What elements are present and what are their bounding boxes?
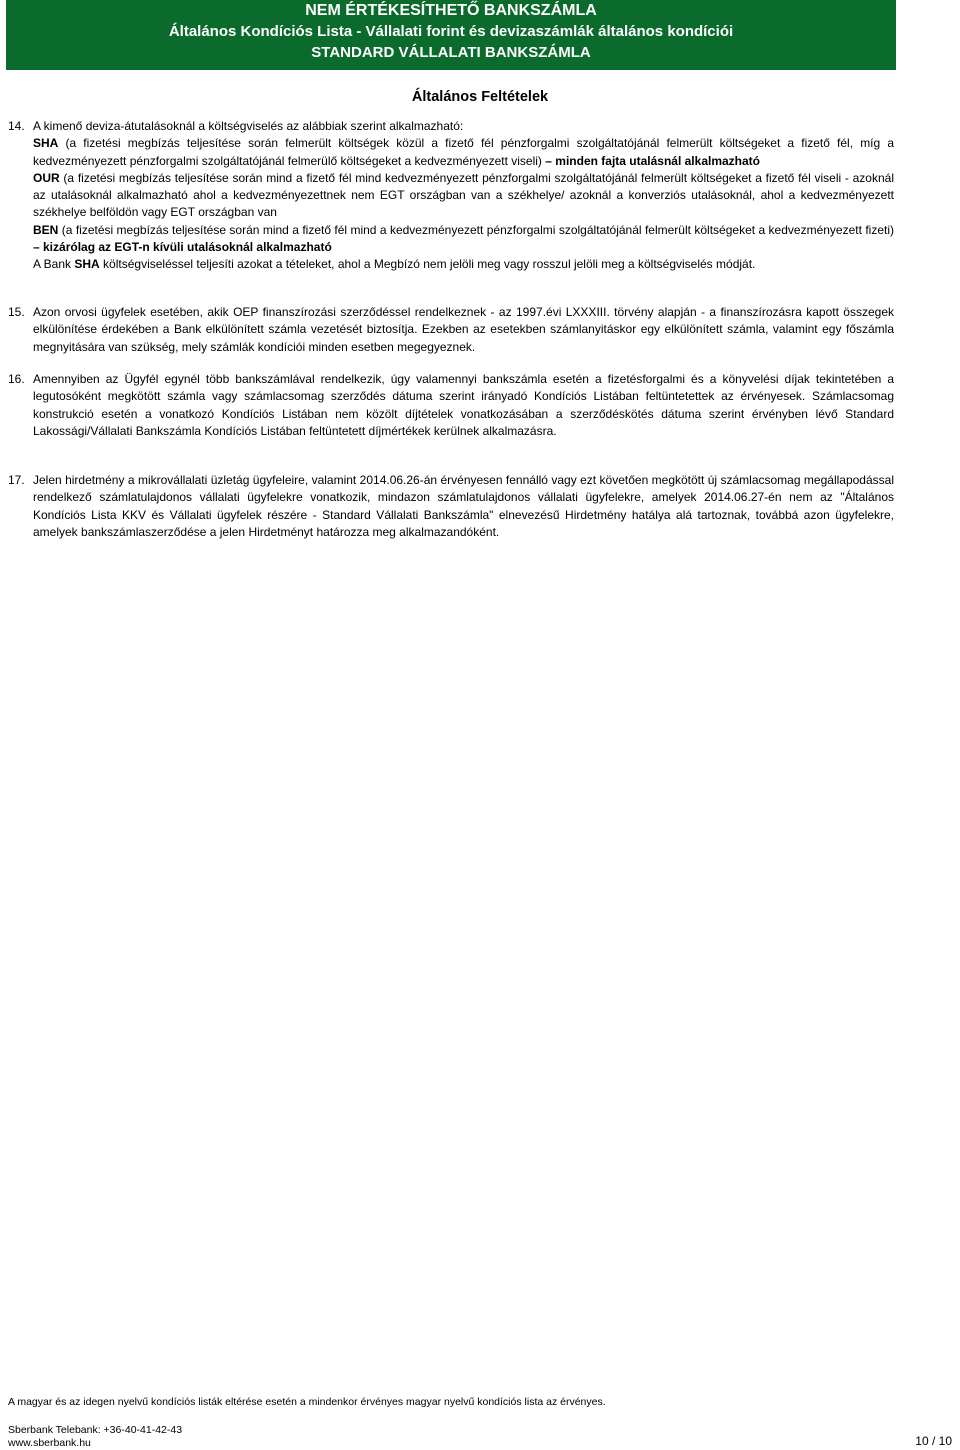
sha-paragraph — [33, 135, 894, 170]
sha-text: (a fizetési megbízás teljesítése során felmerült költségek közül a fizető fél pénzforgalmi szolgáltatójánál felmerült költségeket a fizető fél, míg a kedvezményezett pénzforgalmi szolgáltatójánál felmerülő költségeket a kedvezményezett viseli) — [33, 136, 894, 168]
section-title: Általános Feltételek — [411, 89, 549, 105]
item-intro: A kimenő deviza-átutalásoknál a költségviselés az alábbiak szerint alkalmazható: — [33, 119, 464, 133]
our-text: (a fizetési megbízás teljesítése során mind a fizető fél mind kedvezményezett pénzforgalmi szolgáltatójánál felmerült költségeket a fizető fél viseli - azoknál az utalásoknál alkalmazható ahol a kedvezményezettnek nem EGT országban van a székhelye/ azoknál a konverziós utalásoknál, ahol a kedvezményezett székhelye belföldön vagy EGT országban van — [33, 170, 894, 220]
last-pre: A Bank — [33, 257, 75, 272]
item-body — [33, 304, 894, 356]
last-label: SHA — [74, 257, 100, 272]
item-number: 16. — [8, 372, 25, 386]
item-body — [33, 371, 894, 440]
item-number: 14. — [8, 119, 25, 133]
item-text: Jelen hirdetmény a mikrovállalati üzletág ügyfeleire, valamint 2014.06.26-án érvényesen fennálló vagy ezt követően megkötött új számlacsomag megállapodással rendelkező számlatulajdonos vállalati ügyfelekre vonatkozik, mindazon számlatulajdonos vállalati ügyfelekre, amelyek 2014.06.27-én nem az "Általános Kondíciós Lista KKV és Vállalati ügyfelek részére - Standard Vállalati Bankszámla" elnevezésű Hirdetmény hatálya alá tartoznak, továbbá azon ügyfelekre, amelyek bankszámlaszerződése a jelen Hirdetményt határozza meg alkalmazandóként. — [33, 473, 894, 539]
list-item-15 — [8, 304, 894, 356]
sha-label: SHA — [33, 136, 59, 151]
item-number: 15. — [8, 305, 25, 319]
item-number: 17. — [8, 473, 25, 487]
page-number: 10 / 10 — [915, 1434, 952, 1448]
ben-label: BEN — [33, 222, 59, 237]
header-account-name: STANDARD VÁLLALATI BANKSZÁMLA — [311, 44, 591, 61]
header-subtitle: Általános Kondíciós Lista - Vállalati forint és devizaszámlák általános kondíciói — [168, 23, 734, 40]
item-text: Amennyiben az Ügyfél egynél több bankszámlával rendelkezik, úgy valamennyi bankszámla esetén a fizetésforgalmi és a könyvelési díjak tekintetében a legutosóként megkötött számla vagy számlacsomag szerződés dátuma szerint irányadó Kondíciós Listában feltüntetettek az érvényesek. Számlacsomag konstrukció esetén a vonatkozó Kondíciós Listában nem közölt díjtételek vonatkozásában a szerződéskötés dátuma szerint érvényben lévő Standard Lakossági/Vállalati Bankszámla Kondíciós Listában feltüntetett díjmértékek kerülnek alkalmazásra. — [33, 372, 894, 438]
header-title: NEM ÉRTÉKESÍTHETŐ BANKSZÁMLA — [305, 2, 597, 19]
ben-paragraph — [33, 222, 894, 257]
sha-tail: – minden fajta utalásnál alkalmazható — [545, 153, 760, 168]
ben-tail: – kizárólag az EGT-n kívüli utalásoknál alkalmazható — [33, 240, 332, 255]
footer-note: A magyar és az idegen nyelvű kondíciós listák eltérése esetén a mindenkor érvényes magyar nyelvű kondíciós lista az érvényes. — [8, 1396, 606, 1408]
item-text: Azon orvosi ügyfelek esetében, akik OEP finanszírozási szerződéssel rendelkeznek - az 1997.évi LXXXIII. törvény alapján - a finanszírozásra kapott összegek elkülönítése érdekében a Bank elkülönített számla vezetését biztosítja. Ezekben az esetekben számlanyitáskor egy elkülönített számla, valamint egy főszámla megnyitására van szükség, mely számlák kondíciói minden esetben megegyeznek. — [33, 305, 894, 354]
footer-website-link[interactable]: www.sberbank.hu — [8, 1437, 91, 1449]
ben-text: (a fizetési megbízás teljesítése során mind a fizető fél mind a kedvezményezett pénzforgalmi szolgáltatójánál felmerült költségeket a kedvezményezett fizeti) — [58, 222, 894, 237]
list-item-17 — [8, 472, 894, 541]
footer-phone: Sberbank Telebank: +36-40-41-42-43 — [8, 1424, 183, 1436]
last-post: költségviseléssel teljesíti azokat a tételeket, ahol a Megbízó nem jelöli meg vagy rosszul jelöli meg a költségviselés módját. — [99, 257, 756, 272]
item-body — [33, 472, 894, 541]
list-item-16 — [8, 371, 894, 440]
document-header — [6, 0, 896, 70]
list-item-14 — [8, 118, 894, 274]
our-paragraph — [33, 170, 894, 222]
default-cost-paragraph — [33, 256, 894, 273]
our-label: OUR — [33, 170, 60, 185]
item-body — [33, 118, 894, 274]
